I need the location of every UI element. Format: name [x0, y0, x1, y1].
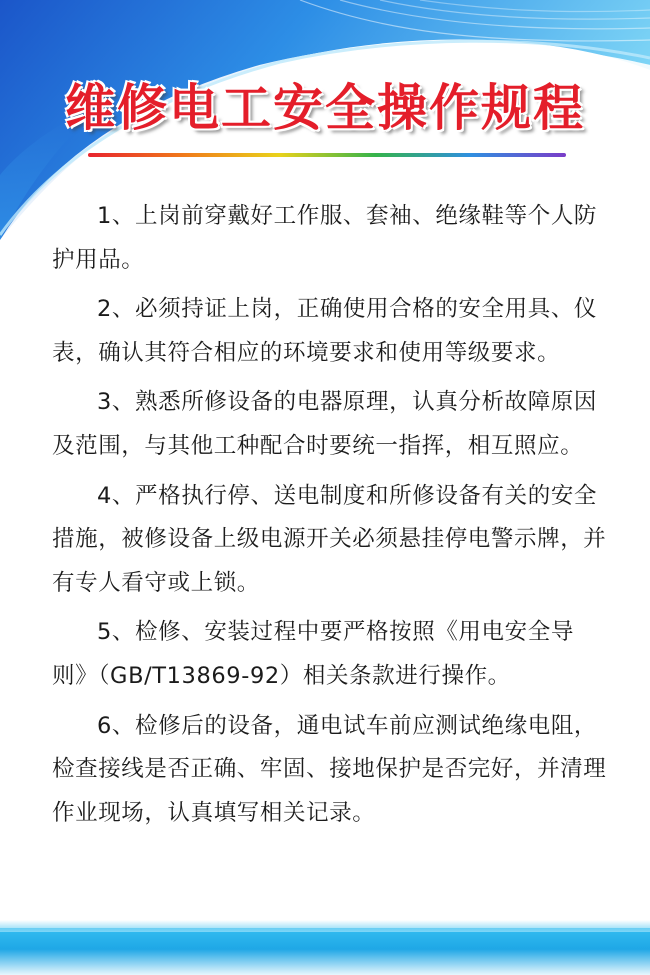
rule-item: 5、检修、安装过程中要严格按照《用电安全导则》（GB/T13869-92）相关条款进行操作。 [52, 619, 574, 689]
rule-item: 3、熟悉所修设备的电器原理，认真分析故障原因及范围，与其他工种配合时要统一指挥，相互照应。 [52, 389, 598, 459]
rule-item: 2、必须持证上岗，正确使用合格的安全用具、仪表，确认其符合相应的环境要求和使用等级要求。 [52, 296, 598, 366]
footer-band [0, 928, 650, 975]
page-title: 维修电工安全操作规程 [65, 79, 585, 137]
rule-item: 6、检修后的设备，通电试车前应测试绝缘电阻，检查接线是否正确、牢固、接地保护是否完好，并清理作业现场，认真填写相关记录。 [52, 712, 607, 826]
rule-item: 4、严格执行停、送电制度和所修设备有关的安全措施，被修设备上级电源开关必须悬挂停电警示牌，并有专人看守或上锁。 [52, 482, 607, 596]
title-underline [88, 153, 566, 157]
rule-item: 1、上岗前穿戴好工作服、套袖、绝缘鞋等个人防护用品。 [52, 203, 598, 273]
rules-list [52, 195, 608, 841]
